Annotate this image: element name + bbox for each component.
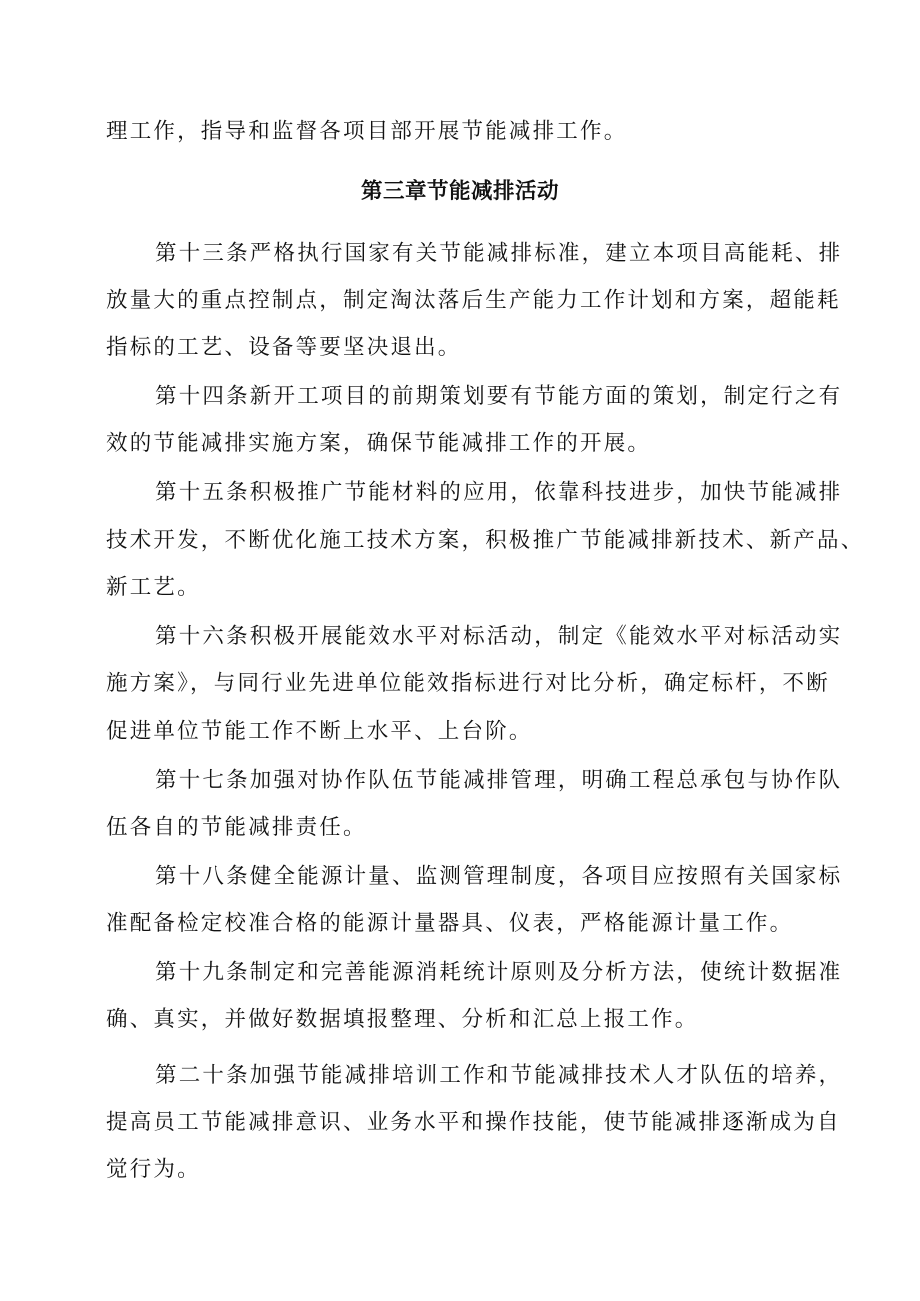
article-13-line-3: 指标的工艺、设备等要坚决退出。 (106, 335, 462, 360)
article-17-line-1: 第十七条加强对协作队伍节能减排管理，明确工程总承包与协作队 (155, 768, 843, 793)
article-15-line-1: 第十五条积极推广节能材料的应用，依靠科技进步，加快节能减排 (155, 480, 843, 505)
chapter-title: 第三章节能减排活动 (360, 179, 559, 204)
article-16-line-3: 促进单位节能工作不断上水平、上台阶。 (106, 719, 533, 744)
article-13-line-1: 第十三条严格执行国家有关节能减排标准，建立本项目高能耗、排 (155, 241, 843, 266)
article-16-line-2: 施方案》，与同行业先进单位能效指标进行对比分析，确定标杆，不断 (106, 671, 830, 696)
article-19-line-2: 确、真实，并做好数据填报整理、分析和汇总上报工作。 (106, 1007, 699, 1032)
article-15-line-2: 技术开发，不断优化施工技术方案，积极推广节能减排新技术、新产品、 (106, 528, 865, 553)
article-15-line-3: 新工艺。 (106, 575, 201, 600)
article-16-line-1: 第十六条积极开展能效水平对标活动，制定《能效水平对标活动实 (155, 624, 843, 649)
article-19-line-1: 第十九条制定和完善能源消耗统计原则及分析方法，使统计数据准 (155, 960, 843, 985)
article-20-line-2: 提高员工节能减排意识、业务水平和操作技能，使节能减排逐渐成为自 (106, 1110, 841, 1135)
article-14-line-1: 第十四条新开工项目的前期策划要有节能方面的策划，制定行之有 (155, 384, 843, 409)
article-20-line-3: 觉行为。 (106, 1157, 201, 1182)
article-18-line-1: 第十八条健全能源计量、监测管理制度，各项目应按照有关国家标 (155, 864, 843, 889)
article-13-line-2: 放量大的重点控制点，制定淘汰落后生产能力工作计划和方案，超能耗 (106, 288, 841, 313)
article-17-line-2: 伍各自的节能减排责任。 (106, 815, 367, 840)
article-20-line-1: 第二十条加强节能减排培训工作和节能减排技术人才队伍的培养， (155, 1063, 843, 1088)
article-14-line-2: 效的节能减排实施方案，确保节能减排工作的开展。 (106, 431, 652, 456)
article-18-line-2: 准配备检定校准合格的能源计量器具、仪表，严格能源计量工作。 (106, 911, 794, 936)
paragraph-line: 理工作，指导和监督各项目部开展节能减排工作。 (106, 119, 628, 144)
